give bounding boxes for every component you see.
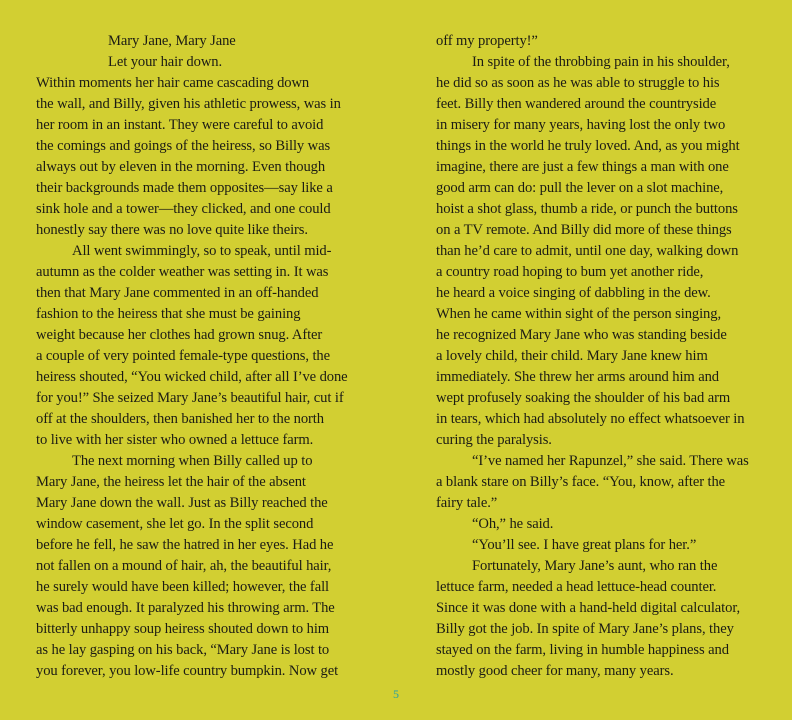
text-line: to live with her sister who owned a lettuce farm. <box>36 432 314 448</box>
text-line: the wall, and Billy, given his athletic prowess, was in <box>36 96 341 112</box>
text-line: not fallen on a mound of hair, ah, the beautiful hair, <box>36 558 332 574</box>
text-line: fashion to the heiress that she must be gaining <box>36 306 301 322</box>
text-line: Within moments her hair came cascading down <box>36 75 310 91</box>
text-line: a blank stare on Billy’s face. “You, know, after the <box>436 474 726 490</box>
text-line: Mary Jane, the heiress let the hair of the absent <box>36 474 306 490</box>
text-line: before he fell, he saw the hatred in her eyes. Had he <box>36 537 334 553</box>
text-line: Let your hair down. <box>108 54 223 70</box>
text-line: things in the world he truly loved. And, as you might <box>436 138 740 154</box>
text-line: Mary Jane, Mary Jane <box>108 33 236 49</box>
text-line: good arm can do: pull the lever on a slot machine, <box>436 180 724 196</box>
text-line: for you!” She seized Mary Jane’s beautiful hair, cut if <box>36 390 344 406</box>
text-line: off at the shoulders, then banished her to the north <box>36 411 324 427</box>
text-line: lettuce farm, needed a head lettuce-head counter. <box>436 579 717 595</box>
text-line: off my property!” <box>436 33 538 49</box>
text-line: mostly good cheer for many, many years. <box>436 663 674 679</box>
text-line: in misery for many years, having lost the only two <box>436 117 726 133</box>
text-line: hoist a shot glass, thumb a ride, or punch the buttons <box>436 201 738 217</box>
text-line: autumn as the colder weather was setting in. It was <box>36 264 329 280</box>
text-line: always out by eleven in the morning. Even though <box>36 159 326 175</box>
text-line: stayed on the farm, living in humble happiness and <box>436 642 729 658</box>
text-line: heiress shouted, “You wicked child, after all I’ve done <box>36 369 348 385</box>
text-line: weight because her clothes had grown snug. After <box>36 327 323 343</box>
text-line: imagine, there are just a few things a man with one <box>436 159 729 175</box>
text-line: a country road hoping to bum yet another ride, <box>436 264 704 280</box>
text-line: immediately. She threw her arms around him and <box>436 369 720 385</box>
text-line: a couple of very pointed female-type questions, the <box>36 348 330 364</box>
text-line: he surely would have been killed; however, the fall <box>36 579 329 595</box>
text-line: sink hole and a tower—they clicked, and one could <box>36 201 331 217</box>
text-line: he did so as soon as he was able to struggle to his <box>436 75 720 91</box>
text-line: as he lay gasping on his back, “Mary Jane is lost to <box>36 642 330 658</box>
text-line: on a TV remote. And Billy did more of these things <box>436 222 732 238</box>
text-line: he recognized Mary Jane who was standing beside <box>436 327 727 343</box>
text-line: “You’ll see. I have great plans for her.” <box>472 537 697 553</box>
text-line: their backgrounds made them opposites—say like a <box>36 180 333 196</box>
text-line: honestly say there was no love quite like theirs. <box>36 222 308 238</box>
text-line: All went swimmingly, so to speak, until mid- <box>72 243 332 259</box>
text-line: he heard a voice singing of dabbling in the dew. <box>436 285 711 301</box>
text-line: Billy got the job. In spite of Mary Jane’s plans, they <box>436 621 734 637</box>
text-line: you forever, you low-life country bumpkin. Now get <box>36 663 339 679</box>
text-line: When he came within sight of the person singing, <box>436 306 721 322</box>
text-line: curing the paralysis. <box>436 432 552 448</box>
page-number: 5 <box>393 687 399 701</box>
text-line: Since it was done with a hand-held digital calculator, <box>436 600 741 616</box>
text-line: fairy tale.” <box>436 495 498 511</box>
left-text-column <box>36 31 361 682</box>
text-line: her room in an instant. They were careful to avoid <box>36 117 324 133</box>
text-line: bitterly unhappy soup heiress shouted down to him <box>36 621 330 637</box>
text-line: window casement, she let go. In the split second <box>36 516 314 532</box>
text-line: Fortunately, Mary Jane’s aunt, who ran the <box>472 558 718 574</box>
text-line: then that Mary Jane commented in an off-handed <box>36 285 319 301</box>
text-line: wept profusely soaking the shoulder of his bad arm <box>436 390 731 406</box>
text-line: In spite of the throbbing pain in his shoulder, <box>472 54 730 70</box>
text-line: The next morning when Billy called up to <box>72 453 313 469</box>
text-line: “I’ve named her Rapunzel,” she said. There was <box>472 453 749 469</box>
text-line: than he’d care to admit, until one day, walking down <box>436 243 739 259</box>
text-line: the comings and goings of the heiress, so Billy was <box>36 138 331 154</box>
text-line: “Oh,” he said. <box>472 516 554 532</box>
text-line: Mary Jane down the wall. Just as Billy reached the <box>36 495 328 511</box>
text-line: a lovely child, their child. Mary Jane knew him <box>436 348 708 364</box>
right-text-column <box>436 31 760 682</box>
text-line: was bad enough. It paralyzed his throwing arm. The <box>36 600 335 616</box>
text-line: in tears, which had absolutely no effect whatsoever in <box>436 411 745 427</box>
text-line: feet. Billy then wandered around the countryside <box>436 96 717 112</box>
